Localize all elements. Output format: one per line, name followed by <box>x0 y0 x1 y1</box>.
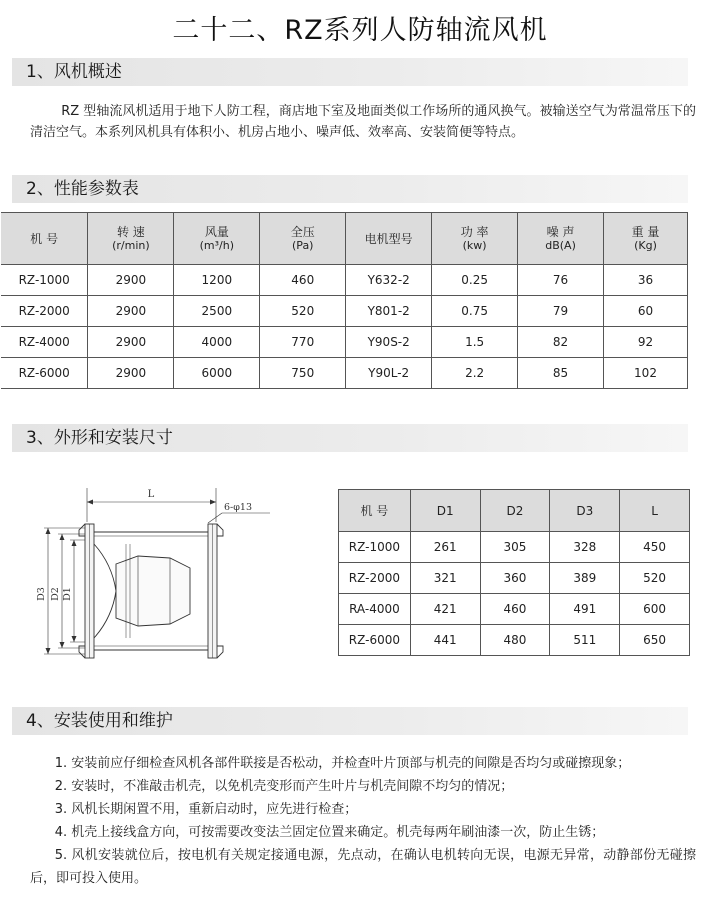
column-header: D1 <box>410 490 480 532</box>
table-cell: 2900 <box>88 296 174 327</box>
section-heading-performance: 2、性能参数表 <box>12 175 688 203</box>
table-row <box>339 594 690 625</box>
table-cell: 511 <box>550 625 620 656</box>
section-heading-maintenance: 4、安装使用和维护 <box>12 707 688 735</box>
table-header-row <box>339 490 690 532</box>
list-item: 3. 风机长期闲置不用，重新启动时，应先进行检查； <box>54 802 358 817</box>
table-cell: RZ-6000 <box>1 358 88 389</box>
table-cell: 4000 <box>174 327 260 358</box>
d1-label: D1 <box>62 587 73 601</box>
list-item: 4. 机壳上接线盒方向，可按需要改变法兰固定位置来确定。机壳每两年刷油漆一次，防止生锈； <box>54 825 605 840</box>
column-header: 重 量 (Kg) <box>604 213 688 265</box>
table-cell: 421 <box>410 594 480 625</box>
table-cell: 491 <box>550 594 620 625</box>
table-cell: 600 <box>620 594 690 625</box>
fan-outline-diagram <box>30 484 300 664</box>
table-header-row <box>1 213 688 265</box>
table-row <box>339 563 690 594</box>
d3-label: D3 <box>36 587 47 601</box>
column-header: D3 <box>550 490 620 532</box>
table-row <box>1 327 688 358</box>
table-cell: 389 <box>550 563 620 594</box>
length-label: L <box>147 489 155 500</box>
maintenance-list <box>30 752 696 890</box>
table-row <box>1 358 688 389</box>
table-cell: RZ-1000 <box>339 532 411 563</box>
overview-text: RZ 型轴流风机适用于地下人防工程，商店地下室及地面类似工作场所的通风换气。被输送空气为常温常压下的清洁空气。本系列风机具有体积小、机房占地小、噪声低、效率高、安装简便等特点。 <box>30 104 696 140</box>
table-cell: 770 <box>260 327 346 358</box>
table-cell: RA-4000 <box>339 594 411 625</box>
table-cell: Y632-2 <box>346 265 432 296</box>
table-cell: 360 <box>480 563 550 594</box>
column-header: 机 号 <box>339 490 411 532</box>
table-cell: 36 <box>604 265 688 296</box>
column-header: 机 号 <box>1 213 88 265</box>
table-cell: 261 <box>410 532 480 563</box>
column-header: 电机型号 <box>346 213 432 265</box>
table-cell: 76 <box>518 265 604 296</box>
table-cell: 750 <box>260 358 346 389</box>
dimensions-table <box>338 489 690 656</box>
table-cell: 79 <box>518 296 604 327</box>
table-cell: 460 <box>480 594 550 625</box>
column-header: 功 率 (kw) <box>432 213 518 265</box>
table-cell: 0.25 <box>432 265 518 296</box>
table-cell: 60 <box>604 296 688 327</box>
table-cell: 520 <box>620 563 690 594</box>
table-cell: 82 <box>518 327 604 358</box>
column-header: D2 <box>480 490 550 532</box>
d2-label: D2 <box>50 587 61 601</box>
table-cell: Y90S-2 <box>346 327 432 358</box>
list-item: 2. 安装时，不准敲击机壳，以免机壳变形而产生叶片与机壳间隙不均匀的情况； <box>54 779 514 794</box>
table-cell: 321 <box>410 563 480 594</box>
holes-label: 6-φ13 <box>224 502 252 513</box>
column-header: L <box>620 490 690 532</box>
table-cell: 520 <box>260 296 346 327</box>
table-cell: 2900 <box>88 327 174 358</box>
table-cell: RZ-4000 <box>1 327 88 358</box>
table-cell: 92 <box>604 327 688 358</box>
table-cell: 1.5 <box>432 327 518 358</box>
table-cell: 305 <box>480 532 550 563</box>
table-cell: 2900 <box>88 358 174 389</box>
table-cell: RZ-6000 <box>339 625 411 656</box>
table-cell: 460 <box>260 265 346 296</box>
performance-table <box>1 212 688 389</box>
table-cell: 6000 <box>174 358 260 389</box>
table-cell: 480 <box>480 625 550 656</box>
column-header: 风量 (m³/h) <box>174 213 260 265</box>
table-row <box>339 625 690 656</box>
table-cell: 2900 <box>88 265 174 296</box>
table-cell: Y801-2 <box>346 296 432 327</box>
table-cell: Y90L-2 <box>346 358 432 389</box>
table-cell: 450 <box>620 532 690 563</box>
table-cell: RZ-2000 <box>339 563 411 594</box>
list-item: 5. 风机安装就位后，按电机有关规定接通电源，先点动，在确认电机转向无误，电源无异常，动静部份无碰擦后，即可投入使用。 <box>30 848 696 886</box>
section-heading-overview: 1、风机概述 <box>12 58 688 86</box>
table-cell: 102 <box>604 358 688 389</box>
table-row <box>1 296 688 327</box>
table-cell: RZ-2000 <box>1 296 88 327</box>
table-cell: RZ-1000 <box>1 265 88 296</box>
list-item: 1. 安装前应仔细检查风机各部件联接是否松动，并检查叶片顶部与机壳的间隙是否均匀或碰擦现象； <box>54 756 631 771</box>
table-cell: 2.2 <box>432 358 518 389</box>
page-title: 二十二、RZ系列人防轴流风机 <box>172 15 548 46</box>
table-cell: 85 <box>518 358 604 389</box>
column-header: 噪 声 dB(A) <box>518 213 604 265</box>
table-cell: 0.75 <box>432 296 518 327</box>
table-row <box>1 265 688 296</box>
table-cell: 1200 <box>174 265 260 296</box>
table-cell: 650 <box>620 625 690 656</box>
table-cell: 2500 <box>174 296 260 327</box>
table-cell: 328 <box>550 532 620 563</box>
column-header: 全压 (Pa) <box>260 213 346 265</box>
section-heading-dimensions: 3、外形和安装尺寸 <box>12 424 688 452</box>
table-row <box>339 532 690 563</box>
column-header: 转 速 (r/min) <box>88 213 174 265</box>
table-cell: 441 <box>410 625 480 656</box>
